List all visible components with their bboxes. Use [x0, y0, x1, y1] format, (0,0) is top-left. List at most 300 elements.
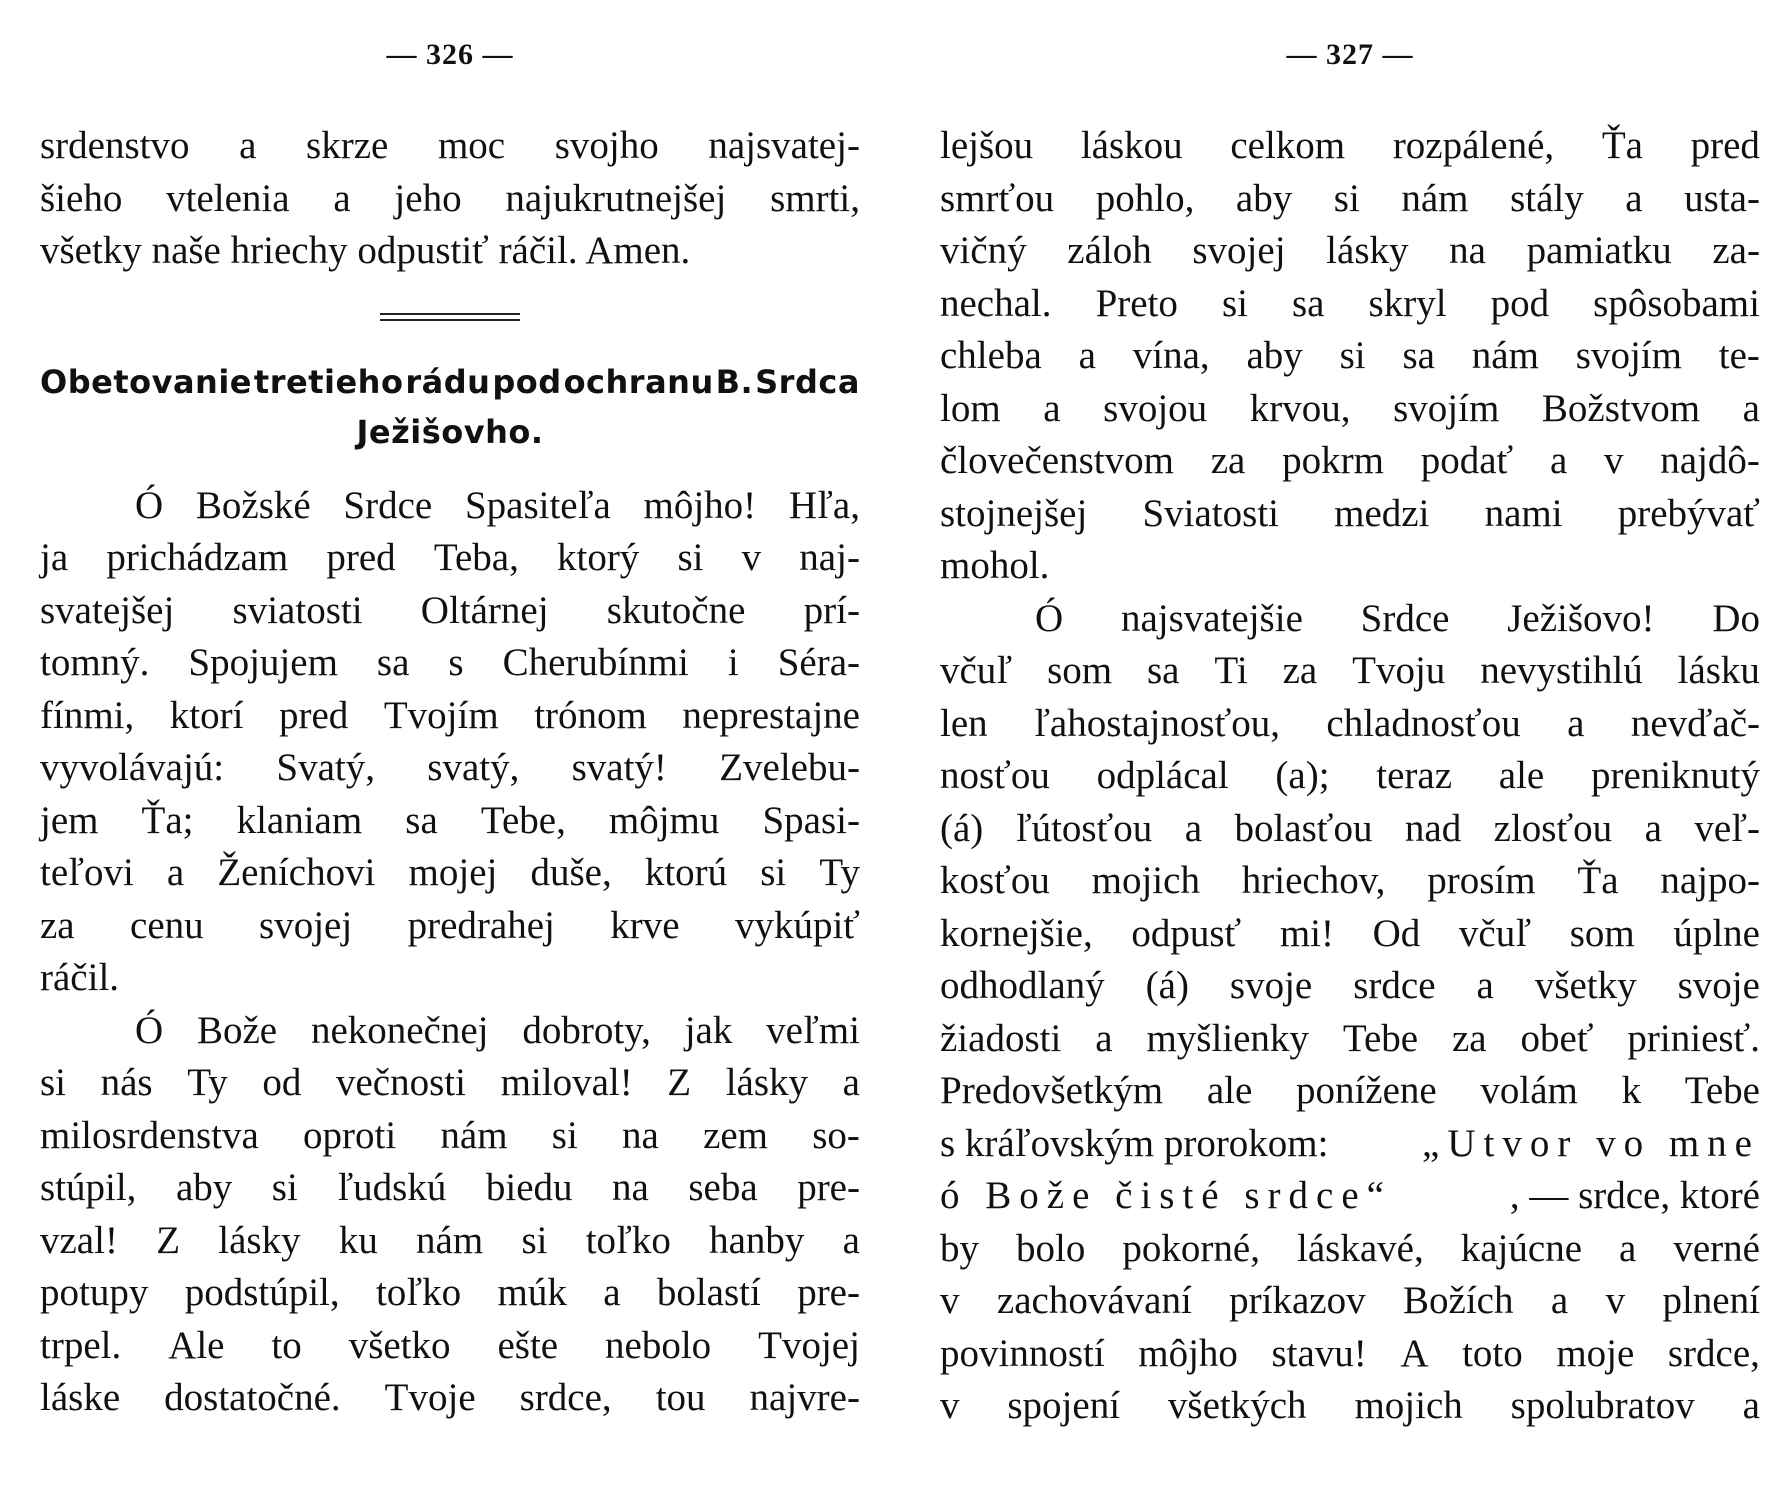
- word: lejšou: [940, 124, 1034, 167]
- word: rádu: [405, 363, 491, 402]
- word: lom: [940, 386, 1001, 430]
- word: Od: [1372, 911, 1421, 955]
- word: s: [448, 641, 464, 684]
- word: Tvoju: [1352, 649, 1446, 692]
- word: krve: [610, 903, 680, 947]
- word: Spojujem: [188, 641, 338, 684]
- text-line: [940, 488, 1760, 541]
- text-line: [940, 1065, 1760, 1118]
- text-line: [40, 690, 860, 743]
- text-segment: , — srdce, ktoré: [1509, 1174, 1760, 1217]
- word: mojich: [1091, 859, 1200, 902]
- word: za: [1210, 439, 1246, 482]
- word: Srdce: [343, 483, 433, 527]
- word: pred: [326, 536, 396, 579]
- word: dobroty,: [522, 1008, 651, 1052]
- word: najsvatejšie: [1120, 596, 1303, 640]
- word: nechal.: [940, 281, 1052, 325]
- word: myšlienky: [1146, 1016, 1309, 1060]
- word: srdce: [1353, 964, 1436, 1007]
- word: svojej: [259, 903, 353, 947]
- word: krvou,: [1249, 386, 1351, 430]
- word: svoje: [1677, 964, 1760, 1007]
- word: vykúpiť: [734, 903, 860, 947]
- section-title-line: [40, 358, 860, 408]
- word: ja: [40, 536, 69, 579]
- word: hriechov,: [1241, 859, 1386, 902]
- word: úplne: [1673, 911, 1760, 955]
- word: pokorné,: [1122, 1226, 1260, 1270]
- text-line: všetky naše hriechy odpustiť ráčil. Amen.: [40, 229, 691, 272]
- word: povinností: [940, 1331, 1105, 1375]
- word: ktorý: [556, 536, 640, 579]
- word: človečenstvom: [940, 439, 1174, 482]
- text-line: [940, 435, 1760, 488]
- text-line: [40, 1320, 860, 1373]
- page-number-right: — 327 —: [1286, 38, 1414, 71]
- word: duše,: [530, 851, 612, 894]
- word: toľko: [375, 1271, 462, 1314]
- spacer: [40, 458, 860, 480]
- word: Oltárnej: [420, 588, 549, 632]
- word: bolasťou: [1234, 806, 1373, 850]
- text-line: [940, 173, 1760, 226]
- word: svojho: [554, 124, 659, 167]
- word: ešte: [497, 1323, 559, 1367]
- word: svojím: [1393, 386, 1500, 430]
- word: skrze: [306, 124, 389, 167]
- word: záloh: [1067, 229, 1152, 272]
- text-line: [40, 480, 860, 533]
- word: smrťou: [940, 176, 1055, 220]
- word: nám: [1471, 334, 1539, 377]
- word: mojej: [408, 851, 498, 894]
- text-line: [40, 1110, 860, 1163]
- word: najdô-: [1660, 439, 1760, 482]
- text-line: [940, 1275, 1760, 1328]
- word: žiadosti: [940, 1016, 1062, 1060]
- text-line: [40, 585, 860, 638]
- word: ku: [338, 1218, 378, 1262]
- word: spôsobami: [1593, 281, 1760, 325]
- text-line: mohol.: [940, 544, 1050, 587]
- word: obeť: [1520, 1016, 1594, 1060]
- word: toľko: [585, 1218, 671, 1262]
- word: a: [1476, 964, 1494, 1007]
- word: jem: [40, 798, 99, 842]
- word: priniesť.: [1627, 1016, 1760, 1060]
- text-line: [40, 1057, 860, 1110]
- word: ale: [1206, 1069, 1253, 1112]
- word: sa: [1292, 281, 1325, 325]
- word: svatý!: [571, 746, 667, 789]
- text-line: [940, 593, 1760, 646]
- word: Tvojej: [758, 1323, 860, 1367]
- word: za: [1451, 1016, 1487, 1060]
- word: láske: [40, 1376, 121, 1419]
- word: prebývať: [1617, 491, 1760, 535]
- word: dostatočné.: [164, 1376, 341, 1419]
- word: Ženíchovi: [217, 851, 376, 894]
- word: Séra-: [777, 641, 860, 684]
- word: ktorí: [169, 693, 244, 737]
- text-line: [940, 383, 1760, 436]
- left-page: [40, 0, 860, 1500]
- word: ale: [1498, 754, 1545, 797]
- word: a: [1742, 1384, 1760, 1427]
- word: Bože: [196, 1008, 278, 1052]
- word: najukrutnejšej: [505, 176, 727, 220]
- word: svoje: [1229, 964, 1313, 1007]
- spaced-quote-text: „Utvor vo mne: [1422, 1121, 1760, 1165]
- word: Ale: [168, 1323, 225, 1367]
- word: a: [1043, 386, 1061, 430]
- word: ponížene: [1295, 1069, 1437, 1112]
- word: veľmi: [766, 1008, 860, 1052]
- word: klaniam: [236, 798, 363, 842]
- text-line: [40, 1267, 860, 1320]
- word: Tebe,: [480, 798, 566, 842]
- paragraph: [40, 1005, 860, 1425]
- word: k: [1621, 1069, 1642, 1112]
- text-line: [940, 908, 1760, 961]
- word: Tebe: [1684, 1069, 1760, 1112]
- word: pamiatku: [1526, 229, 1672, 272]
- word: som: [1569, 911, 1635, 955]
- word: skryl: [1368, 281, 1447, 325]
- page-number-left: — 326 —: [386, 38, 514, 71]
- word: a: [1078, 334, 1096, 377]
- word: pod: [1490, 281, 1550, 325]
- word: naj-: [799, 536, 860, 579]
- word: Ti: [1214, 649, 1248, 692]
- word: potupy: [40, 1271, 149, 1314]
- word: podstúpil,: [184, 1271, 340, 1314]
- word: aby: [175, 1166, 233, 1209]
- word: Srdca: [755, 363, 860, 402]
- word: a: [166, 851, 185, 894]
- word: plnení: [1662, 1279, 1760, 1322]
- word: som: [1047, 649, 1113, 692]
- word: celkom: [1230, 124, 1346, 167]
- word: príkazov: [1229, 1279, 1366, 1322]
- word: stojnejšej: [940, 491, 1088, 535]
- word: láskou: [1080, 124, 1183, 167]
- text-line: [940, 330, 1760, 383]
- paragraph: [940, 120, 1760, 593]
- word: kajúcne: [1460, 1226, 1582, 1270]
- word: všetko: [348, 1323, 451, 1367]
- word: by: [940, 1226, 979, 1270]
- word: v: [940, 1279, 960, 1322]
- word: lásky: [1326, 229, 1409, 272]
- word: Preto: [1095, 281, 1178, 325]
- word: stavu!: [1271, 1331, 1367, 1375]
- word: spolubratov: [1510, 1384, 1695, 1427]
- right-page-body: [940, 120, 1760, 1433]
- word: a: [1619, 1226, 1637, 1270]
- word: a: [239, 124, 257, 167]
- word: volám: [1480, 1069, 1578, 1112]
- word: Ó: [1035, 596, 1064, 640]
- text-line: [40, 742, 860, 795]
- word: Do: [1712, 596, 1760, 640]
- word: si: [677, 536, 704, 579]
- spaced-quote-text: ó Bože čisté srdce“: [940, 1174, 1392, 1217]
- word: nevystihlú: [1480, 649, 1643, 692]
- word: sa: [1402, 334, 1435, 377]
- word: odhodlaný: [940, 964, 1105, 1007]
- text-line: [40, 1162, 860, 1215]
- word: pred: [1690, 124, 1760, 167]
- text-line: [940, 278, 1760, 331]
- word: stály: [1510, 176, 1584, 220]
- word: verné: [1673, 1226, 1760, 1270]
- word: a: [1549, 439, 1568, 482]
- word: Sviatosti: [1142, 491, 1279, 535]
- text-line: [940, 225, 1760, 278]
- word: môjho: [1138, 1331, 1238, 1375]
- text-line: [940, 698, 1760, 751]
- word: prosím: [1427, 859, 1536, 902]
- word: (á): [1145, 964, 1189, 1007]
- text-line: [940, 645, 1760, 698]
- word: jak: [684, 1008, 733, 1052]
- word: rozpálené,: [1392, 124, 1555, 167]
- word: v: [1604, 439, 1624, 482]
- word: nebolo: [605, 1323, 712, 1367]
- word: aby: [1246, 334, 1303, 377]
- word: Cherubínmi: [502, 641, 689, 684]
- paragraph: [940, 593, 1760, 1433]
- word: a: [1550, 1279, 1569, 1322]
- word: a: [1644, 806, 1662, 850]
- word: chleba: [940, 334, 1042, 377]
- word: najsvatej-: [708, 124, 860, 167]
- word: ľútosťou: [1015, 806, 1153, 850]
- word: so-: [812, 1113, 860, 1157]
- word: aby: [1235, 176, 1293, 220]
- word: v: [940, 1384, 960, 1427]
- word: nad: [1404, 806, 1462, 850]
- word: len: [940, 701, 988, 745]
- text-segment: s kráľovským prorokom:: [940, 1121, 1329, 1165]
- word: odplácal: [1096, 754, 1229, 797]
- word: ochranu: [563, 363, 714, 402]
- word: biedu: [485, 1166, 573, 1209]
- word: múk: [497, 1271, 567, 1314]
- word: pohlo,: [1095, 176, 1195, 220]
- word: Spasiteľa: [464, 483, 611, 527]
- word: to: [271, 1323, 302, 1367]
- word: stúpil,: [40, 1166, 137, 1209]
- word: bolastí: [656, 1271, 761, 1314]
- word: zlosťou: [1493, 806, 1613, 850]
- word: bolo: [1016, 1226, 1086, 1270]
- word: Zvelebu-: [719, 746, 860, 789]
- word: svojím: [1575, 334, 1682, 377]
- word: najvre-: [749, 1376, 860, 1419]
- word: jeho: [394, 176, 462, 220]
- word: a: [842, 1061, 860, 1104]
- word: Teba,: [433, 536, 519, 579]
- word: svatejšej: [40, 588, 175, 632]
- word: Hľa,: [788, 483, 860, 527]
- word: nevďač-: [1630, 701, 1760, 745]
- word: si: [551, 1113, 578, 1157]
- word: nekonečnej: [310, 1008, 489, 1052]
- text-line: [940, 1013, 1760, 1066]
- word: svojou: [1103, 386, 1208, 430]
- word: si: [1339, 334, 1366, 377]
- word: Tvojím: [383, 693, 499, 737]
- word: ľudskú: [337, 1166, 447, 1209]
- word: sviatosti: [232, 588, 363, 632]
- word: (á): [940, 806, 984, 850]
- word: si: [1333, 176, 1360, 220]
- word: Srdce: [1360, 596, 1450, 640]
- word: Svatý,: [276, 746, 375, 789]
- word: prichádzam: [106, 536, 289, 579]
- word: pre-: [797, 1271, 860, 1314]
- word: Spasi-: [762, 798, 860, 842]
- text-line: [940, 750, 1760, 803]
- word: Ťa: [1577, 859, 1619, 902]
- text-line: [40, 1005, 860, 1058]
- text-line: [40, 120, 860, 173]
- word: tou: [655, 1376, 706, 1419]
- word: usta-: [1684, 176, 1760, 220]
- quote-line: [940, 1170, 1760, 1223]
- word: moje: [1556, 1331, 1635, 1375]
- word: seba: [688, 1166, 758, 1209]
- word: lásky: [218, 1218, 301, 1262]
- word: vína,: [1132, 334, 1210, 377]
- word: teraz: [1376, 754, 1453, 797]
- word: vtelenia: [166, 176, 290, 220]
- word: prí-: [803, 588, 860, 632]
- text-line: [940, 1380, 1760, 1433]
- word: na: [612, 1166, 649, 1209]
- word: lásky: [725, 1061, 809, 1104]
- word: Božstvom: [1541, 386, 1701, 430]
- word: cenu: [130, 903, 204, 947]
- word: nás: [100, 1061, 153, 1104]
- word: skutočne: [606, 588, 746, 632]
- word: nám: [440, 1113, 508, 1157]
- word: všetky: [1534, 964, 1637, 1007]
- word: Tebe: [1342, 1016, 1419, 1060]
- word: Ty: [187, 1061, 228, 1104]
- word: Obetovanie: [40, 363, 252, 402]
- word: medzi: [1334, 491, 1430, 535]
- word: a: [1567, 701, 1585, 745]
- word: si: [521, 1218, 548, 1262]
- paragraph: [40, 480, 860, 1005]
- word: lásku: [1677, 649, 1760, 692]
- word: Predovšetkým: [940, 1069, 1164, 1112]
- word: včuľ: [940, 649, 1013, 692]
- word: veľ-: [1694, 806, 1760, 850]
- word: vičný: [940, 229, 1027, 272]
- text-line: ráčil.: [40, 956, 120, 999]
- text-line: [40, 795, 860, 848]
- text-line: [40, 900, 860, 953]
- word: Ty: [819, 851, 860, 894]
- double-rule-ornament: [380, 313, 520, 323]
- word: sa: [405, 798, 438, 842]
- word: A: [1400, 1331, 1429, 1375]
- word: Božích: [1403, 1279, 1514, 1322]
- word: Ťa;: [141, 798, 194, 842]
- word: od: [262, 1061, 302, 1104]
- word: na: [622, 1113, 659, 1157]
- text-line: [940, 803, 1760, 856]
- word: večnosti: [336, 1061, 466, 1104]
- left-page-body: [40, 120, 860, 1425]
- word: te-: [1718, 334, 1760, 377]
- text-line: [40, 532, 860, 585]
- word: tomný.: [40, 641, 150, 684]
- word: sa: [376, 641, 410, 684]
- word: si: [760, 851, 787, 894]
- word: v: [741, 536, 762, 579]
- word: Ó: [135, 1008, 164, 1052]
- word: vzal!: [40, 1218, 118, 1262]
- word: nám: [1401, 176, 1469, 220]
- word: šieho: [40, 176, 123, 220]
- quote-line: [940, 1118, 1760, 1171]
- word: Ťa: [1601, 124, 1643, 167]
- word: teľovi: [40, 851, 134, 894]
- word: za: [40, 903, 75, 947]
- word: fínmi,: [40, 693, 135, 737]
- word: zachovávaní: [996, 1279, 1192, 1322]
- word: oproti: [303, 1113, 397, 1157]
- word: láskavé,: [1297, 1226, 1424, 1270]
- word: chladnosťou: [1326, 701, 1521, 745]
- word: tretieho: [253, 363, 404, 402]
- word: preniknutý: [1590, 754, 1760, 797]
- word: (a);: [1275, 754, 1330, 797]
- text-line: [40, 1215, 860, 1268]
- text-line: [940, 960, 1760, 1013]
- word: a: [1184, 806, 1203, 850]
- word: Ježišovo!: [1507, 596, 1655, 640]
- text-line: [940, 1328, 1760, 1381]
- word: srdenstvo: [40, 124, 190, 167]
- word: pre-: [797, 1166, 860, 1209]
- word: najpo-: [1660, 859, 1760, 902]
- word: zem: [703, 1113, 769, 1157]
- word: a: [1742, 386, 1760, 430]
- word: svatý,: [427, 746, 520, 789]
- text-line: [40, 1372, 860, 1425]
- word: a: [1625, 176, 1643, 220]
- word: nám: [416, 1218, 484, 1262]
- word: kosťou: [940, 859, 1050, 902]
- word: na: [1449, 229, 1486, 272]
- text-line: [940, 1223, 1760, 1276]
- word: B.: [715, 363, 754, 402]
- section-heading: [40, 358, 860, 458]
- word: môjmu: [608, 798, 720, 842]
- word: a: [842, 1218, 860, 1262]
- word: ľahostajnosťou,: [1034, 701, 1280, 745]
- word: kornejšie,: [940, 911, 1093, 955]
- word: si: [1221, 281, 1248, 325]
- word: a: [603, 1271, 621, 1314]
